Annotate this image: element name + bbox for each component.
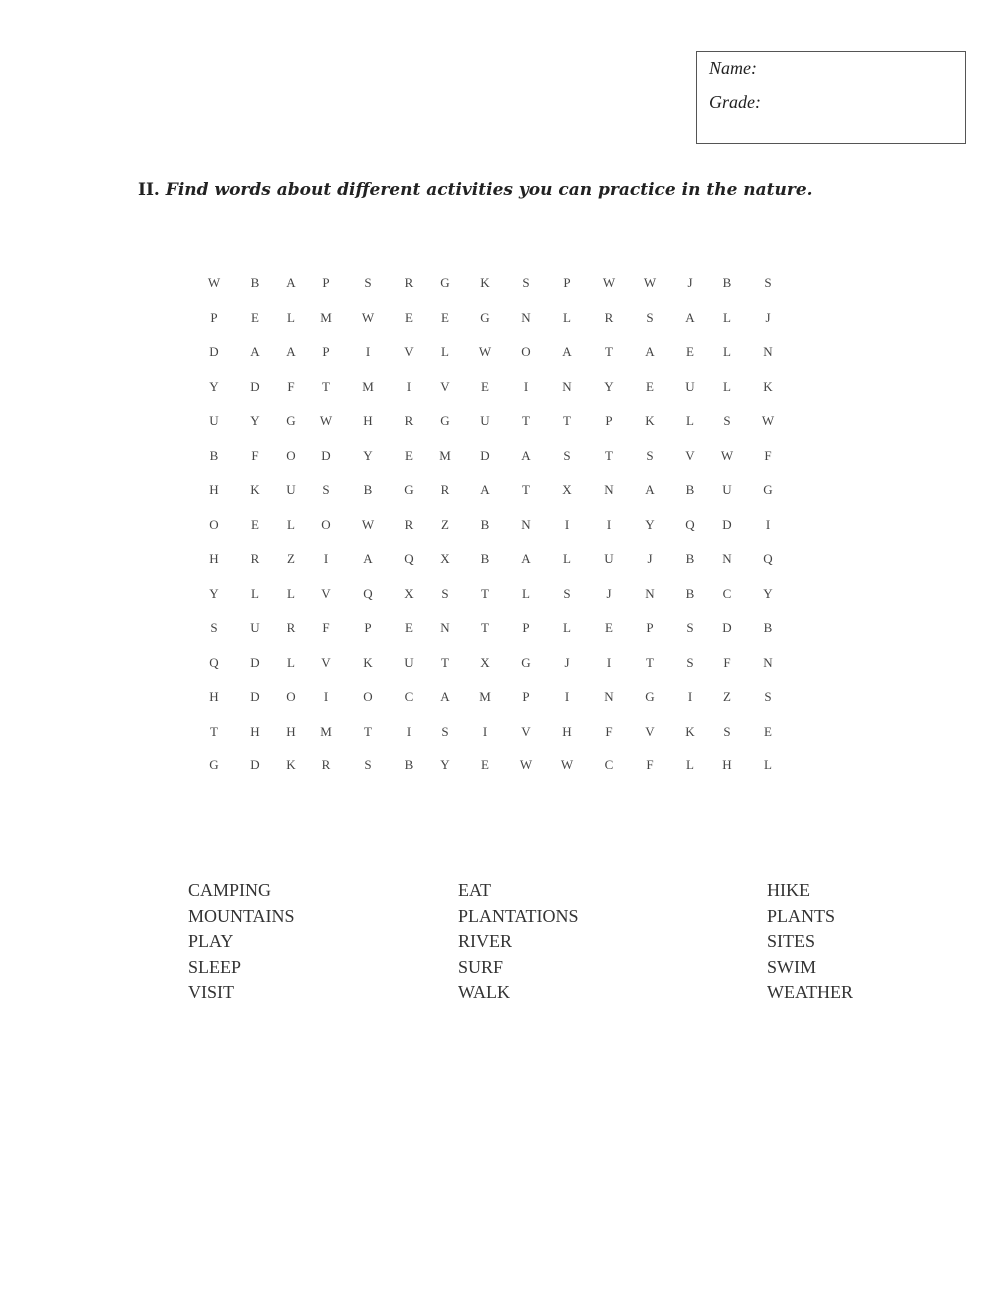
grid-letter: M — [439, 447, 451, 463]
grid-letter: S — [364, 757, 372, 772]
grid-letter: V — [440, 378, 450, 394]
grid-letter: O — [286, 689, 296, 704]
grid-letter: S — [364, 275, 372, 290]
grid-letter: Z — [287, 551, 295, 566]
grid-letter: P — [210, 309, 218, 325]
grid-letter: L — [563, 309, 571, 325]
grid-letter: P — [322, 275, 330, 290]
grid-letter: E — [405, 309, 413, 325]
grid-letter: N — [604, 482, 614, 497]
grid-letter: L — [764, 757, 772, 772]
grid-letter: T — [481, 585, 489, 601]
word-list-item: VISIT — [188, 982, 234, 1002]
grid-letter: K — [480, 275, 490, 290]
grid-letter: K — [286, 757, 296, 772]
grid-letter: E — [764, 723, 772, 739]
section-number: II. — [138, 180, 160, 200]
grid-letter: Y — [440, 757, 450, 772]
grid-letter: K — [363, 654, 373, 670]
grid-letter: A — [685, 309, 695, 325]
grid-letter: F — [287, 378, 295, 394]
grid-letter: E — [646, 378, 654, 394]
grid-letter: N — [763, 654, 773, 670]
grid-letter: I — [606, 516, 612, 532]
grid-letter: S — [686, 620, 694, 635]
grid-letter: G — [286, 413, 296, 428]
word-list-item: SWIM — [767, 956, 816, 977]
grid-letter: D — [722, 516, 732, 532]
grid-letter: I — [323, 551, 329, 566]
grid-letter: S — [441, 585, 449, 601]
grid-letter: I — [406, 378, 412, 394]
grid-letter: U — [480, 413, 490, 428]
grid-letter: K — [645, 413, 655, 428]
grid-letter: M — [320, 723, 332, 739]
grid-letter: C — [722, 585, 732, 601]
grid-letter: W — [207, 275, 221, 290]
grid-letter: X — [440, 551, 450, 566]
grid-letter: O — [363, 689, 373, 704]
grid-letter: F — [322, 620, 330, 635]
grid-letter: H — [209, 551, 219, 566]
grid-letter: K — [763, 378, 773, 394]
word-list-item: PLANTATIONS — [458, 905, 579, 926]
grid-letter: T — [605, 447, 613, 463]
grid-letter: G — [521, 654, 531, 670]
word-list-item: SLEEP — [188, 956, 242, 977]
grid-letter: T — [364, 723, 372, 739]
grid-letter: P — [364, 620, 372, 635]
grid-letter: S — [764, 689, 772, 704]
grid-letter: A — [645, 482, 655, 497]
grid-letter: B — [250, 275, 260, 290]
grid-letter: D — [480, 447, 490, 463]
grid-letter: P — [646, 620, 654, 635]
grid-letter: H — [209, 689, 219, 704]
grid-letter: E — [251, 309, 259, 325]
grid-letter: D — [250, 689, 260, 704]
grid-letter: L — [723, 344, 731, 359]
grid-letter: A — [562, 344, 572, 359]
grid-letter: Y — [645, 516, 655, 532]
grid-letter: T — [522, 482, 530, 497]
grid-letter: X — [562, 482, 572, 497]
grid-letter: M — [479, 689, 491, 704]
grid-letter: A — [440, 689, 450, 704]
grid-letter: U — [722, 482, 732, 497]
grid-letter: W — [602, 275, 616, 290]
grid-letter: N — [645, 585, 655, 601]
grid-letter: R — [404, 275, 414, 290]
grid-letter: Q — [685, 516, 695, 532]
grid-letter: G — [209, 757, 219, 772]
grid-letter: H — [250, 723, 260, 739]
grid-letter: N — [562, 378, 572, 394]
grid-letter: Y — [209, 585, 219, 601]
grid-letter: B — [685, 482, 695, 497]
grid-letter: G — [404, 482, 414, 497]
grid-letter: S — [322, 482, 330, 497]
grid-letter: Q — [763, 551, 773, 566]
grid-letter: Y — [363, 447, 373, 463]
grid-letter: R — [404, 413, 414, 428]
grid-letter: A — [645, 344, 655, 359]
grid-letter: E — [441, 309, 449, 325]
name-label: Name: — [709, 58, 757, 78]
grid-letter: E — [481, 757, 489, 772]
word-column — [458, 878, 579, 1006]
grid-letter: S — [686, 654, 694, 670]
grid-letter: E — [481, 378, 489, 394]
grid-letter: O — [209, 516, 219, 532]
grid-letter: X — [480, 654, 490, 670]
word-list-item: EAT — [458, 880, 491, 900]
grid-letter: R — [250, 551, 260, 566]
grid-letter: X — [404, 585, 414, 601]
grid-letter: N — [521, 309, 531, 325]
grid-letter: N — [722, 551, 732, 566]
grid-letter: F — [646, 757, 654, 772]
grid-letter: T — [481, 620, 489, 635]
grid-letter: W — [519, 757, 533, 772]
grid-letter: I — [687, 689, 693, 704]
grid-letter: D — [321, 447, 331, 463]
grid-letter: E — [405, 447, 413, 463]
grid-letter: L — [686, 413, 694, 428]
grid-letter: Q — [209, 654, 219, 670]
grid-letter: W — [643, 275, 657, 290]
grid-letter: U — [604, 551, 614, 566]
grid-letter: F — [251, 447, 259, 463]
grid-letter: A — [250, 344, 260, 359]
grid-letter: E — [686, 344, 694, 359]
word-list-item: RIVER — [458, 931, 512, 951]
grid-letter: L — [287, 585, 295, 601]
grid-letter: L — [723, 309, 731, 325]
grid-letter: L — [563, 551, 571, 566]
grid-letter: C — [404, 689, 414, 704]
grid-letter: U — [250, 620, 260, 635]
grid-letter: Y — [604, 378, 614, 394]
grid-letter: A — [521, 447, 531, 463]
grid-letter: U — [685, 378, 695, 394]
grid-letter: W — [761, 413, 775, 428]
grid-letter: L — [522, 585, 530, 601]
grid-letter: W — [361, 309, 375, 325]
grid-letter: P — [563, 275, 571, 290]
grid-letter: W — [361, 516, 375, 532]
grid-letter: V — [685, 447, 695, 463]
grid-letter: K — [250, 482, 260, 497]
grid-letter: Z — [723, 689, 731, 704]
grid-letter: Y — [250, 413, 260, 428]
word-list-item: PLANTS — [767, 905, 836, 926]
grid-letter: B — [404, 757, 414, 772]
grid-letter: S — [646, 447, 654, 463]
grid-letter: T — [563, 413, 571, 428]
grid-letter: V — [321, 654, 331, 670]
grid-letter: D — [250, 378, 260, 394]
word-column — [767, 878, 853, 1006]
grid-letter: A — [363, 551, 373, 566]
grid-letter: S — [764, 275, 772, 290]
grid-letter: I — [765, 516, 771, 532]
grid-letter: S — [563, 447, 571, 463]
grid-letter: J — [687, 275, 693, 290]
grid-letter: K — [685, 723, 695, 739]
grid-letter: G — [763, 482, 773, 497]
grid-letter: O — [321, 516, 331, 532]
grid-letter: W — [319, 413, 333, 428]
instruction-text: Find words about different activities you can practice in the nature. — [165, 180, 813, 200]
grid-letter: N — [440, 620, 450, 635]
grid-letter: S — [522, 275, 530, 290]
grid-letter: Y — [209, 378, 219, 394]
grid-letter: G — [480, 309, 490, 325]
grid-letter: O — [286, 447, 296, 463]
grid-letter: J — [765, 309, 771, 325]
grid-letter: R — [440, 482, 450, 497]
grid-letter: S — [646, 309, 654, 325]
grid-letter: V — [521, 723, 531, 739]
grid-letter: R — [321, 757, 331, 772]
grid-letter: S — [723, 413, 731, 428]
grid-letter: T — [322, 378, 330, 394]
grid-letter: T — [522, 413, 530, 428]
grid-letter: Y — [763, 585, 773, 601]
word-list-item: WEATHER — [767, 982, 853, 1002]
grid-letter: C — [604, 757, 614, 772]
grid-letter: Q — [404, 551, 414, 566]
grid-letter: T — [605, 344, 613, 359]
word-list-item: WALK — [458, 982, 510, 1002]
grid-letter: U — [209, 413, 219, 428]
grid-letter: Q — [363, 585, 373, 601]
grid-letter: U — [404, 654, 414, 670]
grid-letter: J — [647, 551, 653, 566]
word-list-item: CAMPING — [188, 880, 272, 900]
grid-letter: I — [523, 378, 529, 394]
word-list-item: MOUNTAINS — [188, 905, 295, 926]
grid-letter: L — [287, 309, 295, 325]
grid-letter: B — [685, 585, 695, 601]
grid-letter: U — [286, 482, 296, 497]
grid-letter: I — [564, 516, 570, 532]
grid-letter: S — [723, 723, 731, 739]
grid-letter: G — [440, 275, 450, 290]
grid-letter: H — [562, 723, 572, 739]
grid-letter: L — [563, 620, 571, 635]
grid-letter: R — [604, 309, 614, 325]
grid-letter: R — [404, 516, 414, 532]
grid-letter: N — [521, 516, 531, 532]
grid-letter: L — [686, 757, 694, 772]
grid-letter: D — [722, 620, 732, 635]
grid-letter: L — [441, 344, 449, 359]
grid-letter: T — [441, 654, 449, 670]
grid-letter: S — [563, 585, 571, 601]
grid-letter: I — [365, 344, 371, 359]
word-list-item: PLAY — [188, 931, 234, 951]
grid-letter: V — [645, 723, 655, 739]
grid-letter: L — [287, 654, 295, 670]
word-list-item: SITES — [767, 931, 816, 951]
grid-letter: D — [250, 757, 260, 772]
grid-letter: F — [723, 654, 731, 670]
grid-letter: N — [604, 689, 614, 704]
grid-letter: V — [404, 344, 414, 359]
grid-letter: A — [480, 482, 490, 497]
grid-letter: B — [363, 482, 373, 497]
grid-letter: O — [521, 344, 531, 359]
grid-letter: W — [478, 344, 492, 359]
grade-label: Grade: — [709, 92, 761, 112]
grid-letter: E — [251, 516, 259, 532]
grid-letter: R — [286, 620, 296, 635]
word-list-item: SURF — [458, 956, 504, 977]
grid-letter: P — [522, 689, 530, 704]
grid-letter: I — [564, 689, 570, 704]
grid-letter: Z — [441, 516, 449, 532]
grid-letter: S — [441, 723, 449, 739]
grid-letter: D — [209, 344, 219, 359]
grid-letter: F — [764, 447, 772, 463]
grid-letter: J — [606, 585, 612, 601]
grid-letter: A — [286, 344, 296, 359]
grid-letter: L — [287, 516, 295, 532]
grid-letter: V — [321, 585, 331, 601]
grid-letter: B — [685, 551, 695, 566]
grid-letter: A — [286, 275, 296, 290]
grid-letter: E — [605, 620, 613, 635]
grid-letter: M — [362, 378, 374, 394]
grid-letter: B — [722, 275, 732, 290]
grid-letter: N — [763, 344, 773, 359]
grid-letter: P — [605, 413, 613, 428]
grid-letter: G — [645, 689, 655, 704]
grid-letter: B — [480, 516, 490, 532]
grid-letter: H — [363, 413, 373, 428]
grid-letter: G — [440, 413, 450, 428]
grid-letter: B — [209, 447, 219, 463]
grid-letter: E — [405, 620, 413, 635]
grid-letter: W — [720, 447, 734, 463]
grid-letter: T — [210, 723, 218, 739]
grid-letter: I — [323, 689, 329, 704]
grid-letter: L — [723, 378, 731, 394]
grid-letter: B — [480, 551, 490, 566]
word-list-item: HIKE — [767, 880, 810, 900]
grid-letter: F — [605, 723, 613, 739]
grid-letter: A — [521, 551, 531, 566]
grid-letter: P — [522, 620, 530, 635]
grid-letter: M — [320, 309, 332, 325]
grid-letter: W — [560, 757, 574, 772]
word-column — [188, 878, 295, 1006]
grid-letter: S — [210, 620, 218, 635]
grid-letter: T — [646, 654, 654, 670]
grid-letter: H — [209, 482, 219, 497]
grid-letter: L — [251, 585, 259, 601]
grid-letter: D — [250, 654, 260, 670]
grid-letter: P — [322, 344, 330, 359]
grid-letter: I — [406, 723, 412, 739]
grid-letter: J — [564, 654, 570, 670]
grid-letter: I — [606, 654, 612, 670]
grid-letter: B — [763, 620, 773, 635]
grid-letter: I — [482, 723, 488, 739]
grid-letter: H — [722, 757, 732, 772]
grid-letter: H — [286, 723, 296, 739]
